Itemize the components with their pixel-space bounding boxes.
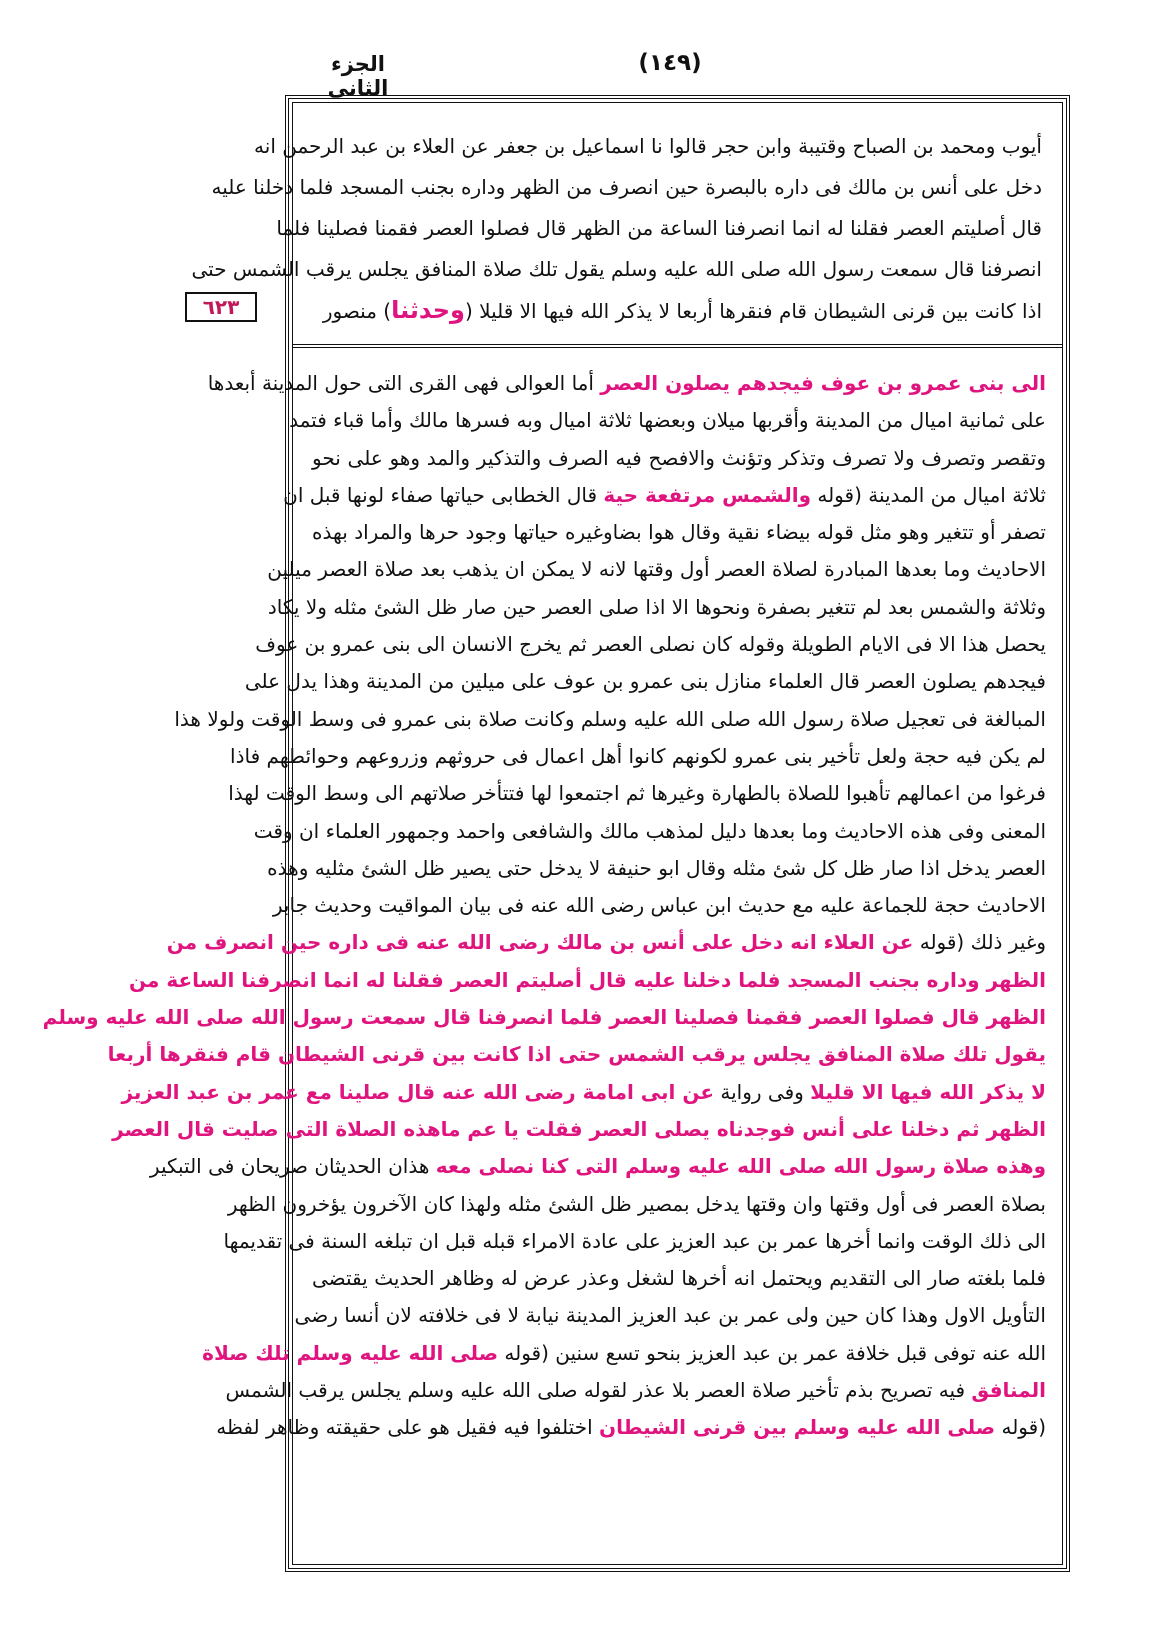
text-segment: فيه تصريح بذم تأخير صلاة العصر بلا عذر لقوله صلى الله عليه وسلم يجلس يرقب الشمس [225,1378,972,1403]
commentary-line [267,850,1046,887]
text-segment: الى ذلك الوقت وانما أخرها عمر بن عبد العزيز على عادة الامراء قبله قبل ان تبلغه السنة فى تقديمها [223,1228,1046,1253]
commentary-line [230,738,1046,775]
commentary-line [253,813,1046,850]
highlighted-phrase: المنافق [971,1378,1046,1403]
hadith-line [276,208,1042,249]
text-segment: ) منصور [322,299,392,323]
commentary-line [267,551,1046,588]
text-segment: الاحاديث حجة للجماعة عليه مع حديث ابن عباس رضى الله عنه فى بيان المواقيت وحديث جابر [272,893,1046,918]
commentary-line [289,402,1046,439]
highlighted-phrase: يقول تلك صلاة المنافق يجلس يرقب الشمس حتى اذا كانت بين قرنى الشيطان قام فنقرها أربعا [107,1042,1046,1067]
page-number: (١٤٩) [638,50,702,76]
text-segment: انصرفنا قال سمعت رسول الله صلى الله عليه وسلم يقول تلك صلاة المنافق يجلس يرقب الشمس حتى [191,257,1042,281]
text-segment: وفى رواية [714,1079,811,1104]
text-segment: يحصل هذا الا فى الايام الطويلة وقوله كان نصلى العصر ثم يخرج الانسان الى بنى عمرو بن عوف [255,632,1046,657]
commentary-line [228,775,1046,812]
text-segment: على ثمانية اميال من المدينة وأقربها ميلان وبعضها ثلاثة اميال وبه فسرها مالك وأما قباء فتمد [289,408,1046,433]
text-segment: فلما بلغته صار الى التقديم ويحتمل انه أخرها لشغل وعذر عرض له وظاهر الحديث يقتضى [312,1266,1046,1291]
highlighted-phrase: والشمس مرتفعة حية [603,482,811,507]
hadith-line [211,167,1042,208]
commentary-text-block [42,365,1046,1447]
text-segment: المعنى وفى هذه الاحاديث وما بعدها دليل لمذهب مالك والشافعى واحمد وجمهور العلماء ان وقت [253,818,1046,843]
highlighted-phrase: الى بنى عمرو بن عوف فيجدهم يصلون العصر [600,371,1046,395]
commentary-line [42,999,1046,1036]
text-segment: اختلفوا فيه فقيل هو على حقيقته وظاهر لفظه [216,1415,599,1440]
text-segment: المبالغة فى تعجيل صلاة رسول الله صلى الله عليه وسلم وكانت صلاة بنى عمرو فى وسط الوقت ولولا هذا [174,706,1046,731]
text-segment: وثلاثة والشمس بعد لم تتغير بصفرة ونحوها الا اذا صلى العصر حين صار ظل الشئ مثله ولا يكاد [267,594,1046,619]
text-segment: فرغوا من اعمالهم تأهبوا للصلاة بالطهارة وغيرها ثم اجتمعوا لها فتتأخر صلاتهم الى وسط الوقت لهذا [228,781,1046,806]
margin-hadith-number: ٦٢٣ [185,292,257,322]
text-segment: (قوله [995,1415,1046,1440]
hadith-line [191,249,1042,290]
highlighted-phrase: الظهر وداره بجنب المسجد فلما دخلنا عليه قال أصليتم العصر فقلنا له انما انصرفنا الساعة من [128,967,1046,992]
text-segment: قال أصليتم العصر فقلنا له انما انصرفنا الساعة من الظهر قال فصلوا العصر فقمنا فصلينا فلما [276,216,1042,240]
highlighted-phrase: وحدثنا [391,296,465,324]
commentary-line [225,1372,1046,1409]
commentary-line [174,701,1046,738]
text-segment: الاحاديث وما بعدها المبادرة لصلاة العصر أول وقتها لانه لا يمكن ان يذهب بعد صلاة العصر ميلين [267,557,1046,582]
commentary-line [112,1111,1046,1148]
text-segment: اذا كانت بين قرنى الشيطان قام فنقرها أربعا لا يذكر الله فيها الا قليلا ( [464,299,1042,323]
commentary-line [107,1036,1046,1073]
text-segment: التأويل الاول وهذا كان حين ولى عمر بن عبد العزيز المدينة نيابة لا فى خلافته لان أنسا رضى [294,1303,1046,1328]
text-segment: أما العوالى فهى القرى التى حول المدينة أبعدها [207,371,601,395]
commentary-line [244,663,1046,700]
highlighted-phrase: صلى الله عليه وسلم تلك صلاة [202,1340,499,1365]
highlighted-phrase: الظهر ثم دخلنا على أنس فوجدناه يصلى العصر فقلت يا عم ماهذه الصلاة التى صليت قال العصر [112,1116,1046,1141]
highlighted-phrase: عن العلاء انه دخل على أنس بن مالك رضى الله عنه فى داره حين انصرف من [166,930,914,955]
hadith-line [254,126,1042,167]
commentary-line [216,1409,1046,1446]
commentary-line [227,1186,1046,1223]
commentary-line [267,589,1046,626]
commentary-line [202,1335,1046,1372]
text-segment: العصر يدخل اذا صار ظل كل شئ مثله وقال ابو حنيفة لا يدخل حتى يصير ظل الشئ مثليه وهذه [267,855,1046,880]
commentary-line [128,962,1046,999]
text-segment: أيوب ومحمد بن الصباح وقتيبة وابن حجر قالوا نا اسماعيل بن جعفر عن العلاء بن عبد الرحمن انه [254,134,1042,158]
commentary-line [207,365,1046,402]
commentary-line [255,626,1046,663]
text-segment: الله عنه توفى قبل خلافة عمر بن عبد العزيز بنحو تسع سنين (قوله [498,1340,1046,1365]
highlighted-phrase: صلى الله عليه وسلم بين قرنى الشيطان [599,1415,996,1440]
text-segment: دخل على أنس بن مالك فى داره بالبصرة حين انصرف من الظهر وداره بجنب المسجد فلما دخلنا عليه [211,175,1042,199]
highlighted-phrase: وهذه صلاة رسول الله صلى الله عليه وسلم التى كنا نصلى معه [435,1154,1046,1179]
commentary-line [283,477,1046,514]
text-segment: بصلاة العصر فى أول وقتها وان وقتها يدخل بمصير ظل الشئ مثله ولهذا كان الآخرون يؤخرون الظهر [227,1191,1046,1216]
volume-title: الجزء الثانى [327,52,389,100]
commentary-line [121,1074,1046,1111]
hadith-line [318,290,1042,332]
commentary-line [312,514,1046,551]
section-divider [292,344,1063,354]
commentary-line [312,440,1046,477]
commentary-line [149,1148,1046,1185]
commentary-line [312,1260,1046,1297]
text-segment: هذان الحديثان صريحان فى التبكير [149,1154,436,1179]
text-segment: تصفر أو تتغير وهو مثل قوله بيضاء نقية وقال هوا بضاوغيره حياتها وجود حرها والمراد بهذه [312,520,1046,545]
text-segment: ثلاثة اميال من المدينة (قوله [811,482,1046,507]
commentary-line [294,1297,1046,1334]
text-segment: وغير ذلك (قوله [913,930,1046,955]
text-segment: فيجدهم يصلون العصر قال العلماء منازل بنى عمرو بن عوف على ميلين من المدينة وهذا يدل على [244,669,1046,694]
commentary-line [272,887,1046,924]
highlighted-phrase: عن ابى امامة رضى الله عنه قال صلينا مع عمر بن عبد العزيز [121,1079,715,1104]
text-segment: وتقصر وتصرف ولا تصرف وتذكر وتؤنث والافصح فيه الصرف والتذكير والمد وهو على نحو [312,445,1046,470]
text-segment: قال الخطابى حياتها صفاء لونها قبل ان [283,482,604,507]
text-segment: لم يكن فيه حجة ولعل تأخير بنى عمرو لكونهم كانوا أهل اعمال فى حروثهم وزروعهم وحوائطهم فاذا [230,743,1046,768]
commentary-line [166,924,1046,961]
highlighted-phrase: لا يذكر الله فيها الا قليلا [810,1079,1046,1104]
commentary-line [223,1223,1046,1260]
highlighted-phrase: الظهر قال فصلوا العصر فقمنا فصلينا العصر فلما انصرفنا قال سمعت رسول الله صلى الله عليه وسلم [42,1005,1046,1030]
